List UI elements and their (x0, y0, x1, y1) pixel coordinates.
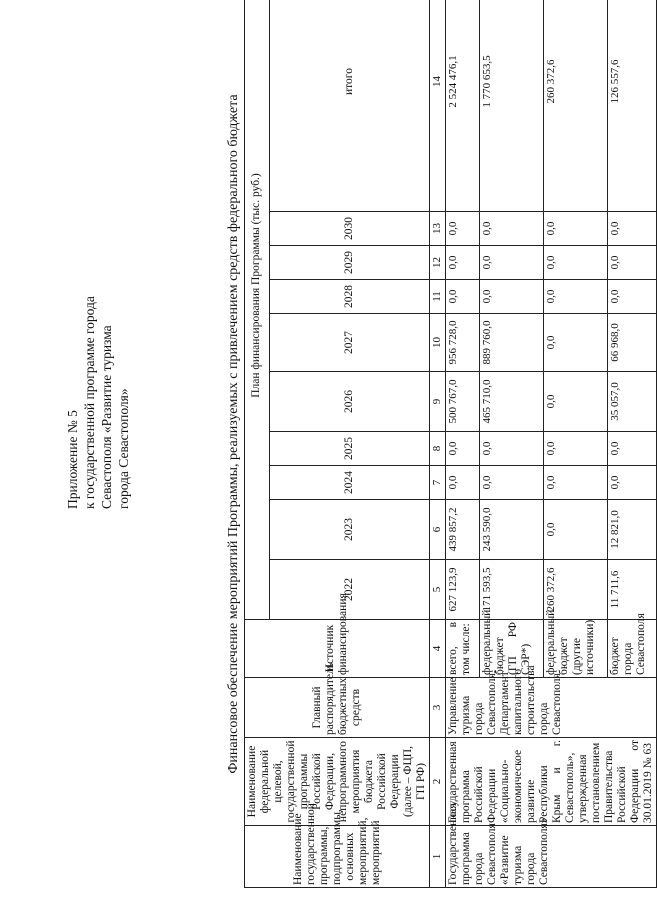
value-cell: 0,0 (543, 500, 607, 560)
value-cell: 0,0 (608, 246, 657, 280)
value-cell: 889 760,0 (479, 314, 543, 372)
header-year: 2023 (269, 500, 429, 560)
value-cell: 11 711,6 (608, 560, 657, 620)
value-cell: 260 372,6 (543, 560, 607, 620)
appendix-line: Приложение № 5 (65, 410, 80, 509)
value-cell: 956 728,0 (446, 314, 480, 372)
header-year: 2028 (269, 280, 429, 314)
appendix-line: города Севастополя» (116, 388, 131, 509)
header-col-distributor: Главный распорядитель бюджетных средств (245, 678, 430, 738)
source-cell: федеральный бюджет (ГП РФ СЭР*) (479, 620, 543, 678)
header-col-fcp: Наименование федеральной целевой, государственной программы Российской Федерации, непрограммного мероприятия бюджета Российской Федерации (далее – ФЦП, ГП РФ) (245, 738, 430, 826)
value-cell: 0,0 (543, 372, 607, 432)
header-year: 2026 (269, 372, 429, 432)
column-number: 3 (430, 678, 446, 738)
total-cell: 1 770 653,5 (479, 0, 543, 212)
column-number: 8 (430, 432, 446, 466)
column-numbers-row (430, 0, 446, 888)
value-cell: 0,0 (608, 466, 657, 500)
document-title: Финансовое обеспечение мероприятий Программы, реализуемых с привлечением средств федерального бюджета (226, 94, 241, 774)
source-cell: федеральный бюджет (другие источники) (543, 620, 607, 678)
header-year: 2022 (269, 560, 429, 620)
value-cell: 465 710,0 (479, 372, 543, 432)
value-cell: 0,0 (446, 246, 480, 280)
total-cell: 2 524 476,1 (446, 0, 480, 212)
column-number: 7 (430, 466, 446, 500)
value-cell: 0,0 (608, 212, 657, 246)
value-cell: 0,0 (608, 280, 657, 314)
header-year: 2024 (269, 466, 429, 500)
value-cell: 0,0 (479, 212, 543, 246)
fcp-name-cell: Государственная программа Российской Федерации «Социально-экономическое развитие Республики Крым и г. Севастополь», утвержденная постановлением Правительства Российской Федерации от 30.01.2019 № 63 (446, 738, 657, 826)
header-col-program: Наименование государственной программы, подпрограммы, основных мероприятий, мероприятий (245, 826, 430, 888)
value-cell: 0,0 (543, 314, 607, 372)
column-number: 11 (430, 280, 446, 314)
appendix-line: Севастополя «Развитие туризма (99, 325, 114, 509)
value-cell: 439 857,2 (446, 500, 480, 560)
column-number: 10 (430, 314, 446, 372)
value-cell: 0,0 (479, 280, 543, 314)
column-number: 6 (430, 500, 446, 560)
value-cell: 0,0 (446, 212, 480, 246)
header-year: 2029 (269, 246, 429, 280)
value-cell: 0,0 (543, 246, 607, 280)
header-total: итого (269, 0, 429, 212)
total-cell: 260 372,6 (543, 0, 607, 212)
value-cell: 0,0 (543, 432, 607, 466)
header-col-source: Источник финансирования (245, 620, 430, 678)
column-number: 9 (430, 372, 446, 432)
distributor-cell: Управление туризма города Севастополя, Департамент капитального строительства города Севастополя (446, 678, 657, 738)
header-year: 2025 (269, 432, 429, 466)
column-number: 12 (430, 246, 446, 280)
value-cell: 0,0 (446, 432, 480, 466)
value-cell: 0,0 (543, 280, 607, 314)
column-number: 4 (430, 620, 446, 678)
value-cell: 66 968,0 (608, 314, 657, 372)
value-cell: 0,0 (543, 466, 607, 500)
total-cell: 126 557,6 (608, 0, 657, 212)
program-name-cell: Государственная программа города Севастополя «Развитие туризма города Севастополя» (446, 826, 657, 888)
value-cell: 0,0 (543, 212, 607, 246)
value-cell: 243 590,0 (479, 500, 543, 560)
source-cell: всего, в том числе: (446, 620, 480, 678)
table-row (446, 0, 480, 888)
value-cell: 0,0 (446, 466, 480, 500)
column-number: 5 (430, 560, 446, 620)
value-cell: 12 821,0 (608, 500, 657, 560)
header-plan: План финансирования Программы (тыс. руб.) (245, 0, 270, 620)
source-cell: бюджет города Севастополя (608, 620, 657, 678)
value-cell: 171 593,5 (479, 560, 543, 620)
value-cell: 35 057,0 (608, 372, 657, 432)
value-cell: 627 123,9 (446, 560, 480, 620)
financing-table (244, 0, 657, 888)
column-number: 13 (430, 212, 446, 246)
value-cell: 0,0 (479, 432, 543, 466)
value-cell: 0,0 (446, 280, 480, 314)
value-cell: 0,0 (608, 432, 657, 466)
value-cell: 500 767,0 (446, 372, 480, 432)
appendix-line: к государственной программе города (82, 296, 97, 509)
header-year: 2030 (269, 212, 429, 246)
header-row (245, 0, 270, 888)
value-cell: 0,0 (479, 246, 543, 280)
value-cell: 0,0 (479, 466, 543, 500)
column-number: 2 (430, 738, 446, 826)
appendix-heading (64, 179, 132, 509)
header-year: 2027 (269, 314, 429, 372)
column-number: 1 (430, 826, 446, 888)
column-number: 14 (430, 0, 446, 212)
